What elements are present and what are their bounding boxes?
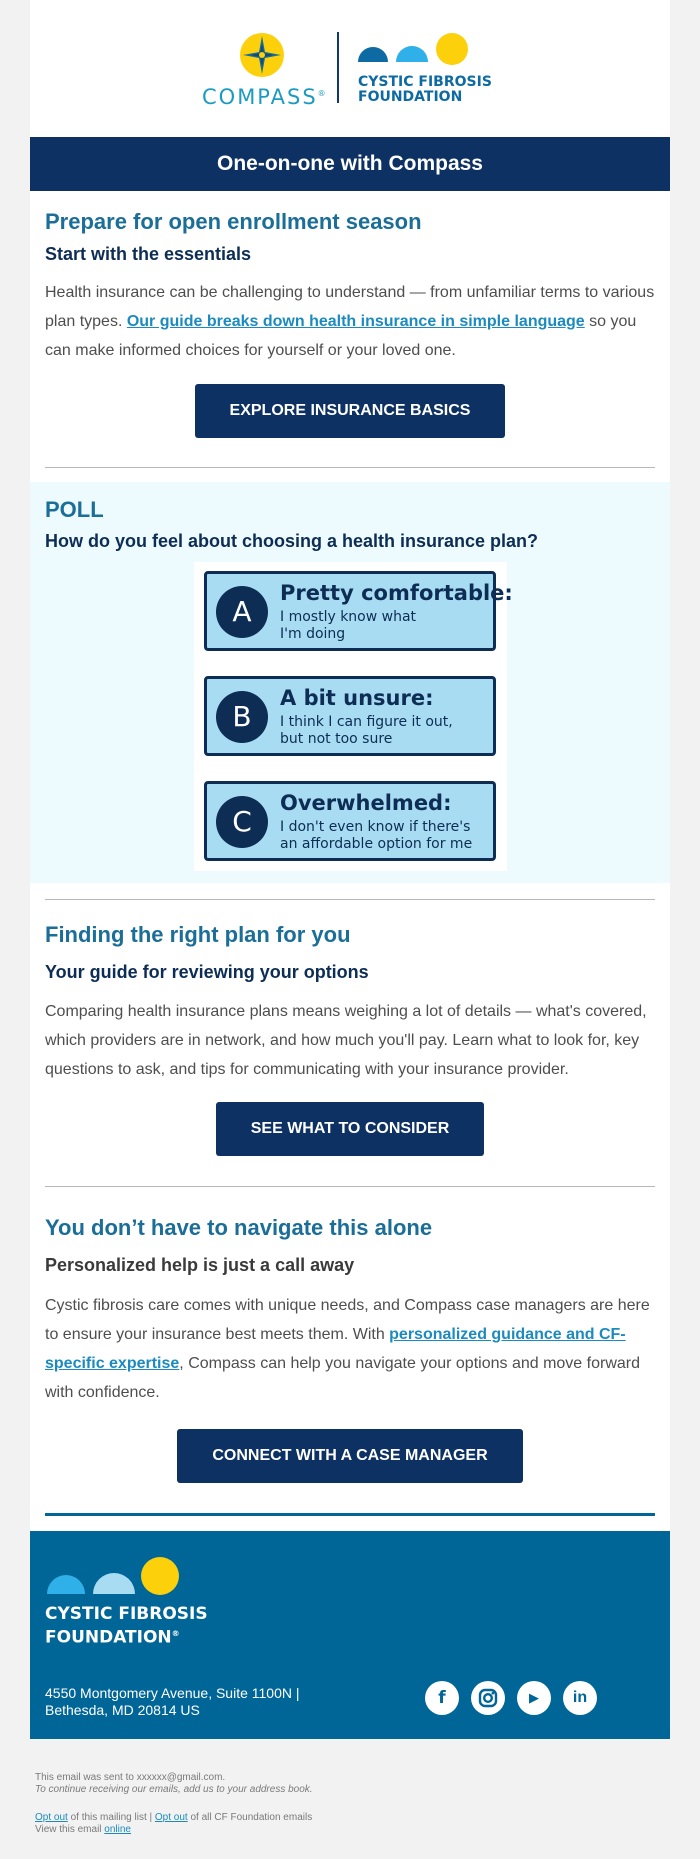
footer-registered-mark: ® [171,1629,180,1638]
email-header [30,0,670,137]
poll-question: How do you feel about choosing a health insurance plan? [45,531,539,551]
footer-cff-line1: CYSTIC FIBROSIS [45,1604,208,1624]
opt-out-all-link[interactable]: Opt out [154,1812,188,1823]
option-line2: I'm doing [280,626,346,642]
footer-cff-logo[interactable] [45,1556,208,1648]
address-line2: Bethesda, MD 20814 US [45,1702,200,1718]
case-manager-text-after: , Compass can help you navigate your options and move forward with confidence. [45,1355,640,1401]
sent-to-notice: This email was sent to xxxxxx@gmail.com. [35,1772,226,1783]
footer-cff-circles-icon [45,1556,181,1596]
email-footer [30,1531,670,1739]
case-manager-title: You don’t have to navigate this alone [45,1215,433,1240]
enrollment-title: Prepare for open enrollment season [45,209,422,234]
option-description [280,714,492,748]
plan-title: Finding the right plan for you [45,922,351,947]
poll-options [194,562,513,871]
cff-circles-icon [358,32,470,66]
enrollment-text-before: Health insurance can be challenging to understand — from unfamiliar terms to various plan types. [45,284,655,330]
view-online-line [35,1824,655,1836]
option-letter: C [216,796,268,848]
option-letter: A [216,586,268,638]
plan-body: Comparing health insurance plans means weighing a lot of details — what's covered, which providers are in network, and how much you'll pay. Learn what to look for, key questions to ask, and tips for communicating with your insurance provider. [45,1003,647,1078]
option-line1: I mostly know what [280,609,417,625]
opt-out-all-text: of all CF Foundation emails [187,1812,313,1823]
personalized-guidance-link[interactable]: personalized guidance and CF-specific expertise [45,1326,626,1372]
opt-out-list-text: of this mailing list | [67,1812,155,1823]
footer-cff-line2: FOUNDATION [45,1627,172,1648]
option-letter: B [216,691,268,743]
youtube-icon[interactable]: ▶ [517,1681,551,1715]
compass-logo[interactable] [202,32,328,109]
enrollment-section [30,191,670,467]
poll-option-b[interactable] [204,676,496,756]
address-line1: 4550 Montgomery Avenue, Suite 1100N | [45,1685,300,1701]
option-line2: an affordable option for me [280,836,473,852]
case-manager-body [45,1291,655,1407]
poll-label: POLL [45,497,104,522]
connect-case-manager-button[interactable]: CONNECT WITH A CASE MANAGER [177,1429,523,1483]
enrollment-subtitle: Start with the essentials [45,244,252,264]
insurance-guide-link[interactable]: Our guide breaks down health insurance in simple language [126,313,585,330]
view-online-link[interactable]: online [104,1824,131,1835]
opt-out-list-link[interactable]: Opt out [35,1812,68,1823]
option-line2: but not too sure [280,731,393,747]
option-description [280,819,492,853]
compass-wordmark: COMPASS [202,85,318,109]
case-manager-subtitle: Personalized help is just a call away [45,1255,355,1275]
cff-logo[interactable] [358,32,498,105]
address-book-notice: To continue receiving our emails, add us to your address book. [35,1784,313,1795]
enrollment-text-after: so you can make informed choices for yourself or your loved one. [45,313,637,359]
enrollment-body [45,278,655,365]
poll-section [30,482,670,883]
poll-option-c[interactable] [204,781,496,861]
legal-footer [35,1772,655,1836]
option-line1: I think I can figure it out, [280,714,453,730]
view-online-text: View this email [35,1824,105,1835]
linkedin-icon[interactable]: in [563,1681,597,1715]
option-line1: I don't even know if there's [280,819,471,835]
see-what-to-consider-button[interactable]: SEE WHAT TO CONSIDER [216,1102,484,1156]
logo-divider [337,32,339,103]
option-title: Overwhelmed: [280,791,452,815]
option-title: Pretty comfortable: [280,581,513,605]
case-manager-text-before: Cystic fibrosis care comes with unique needs, and Compass case managers are here to ensure your insurance best meets them. With [45,1297,650,1343]
email-container [30,0,670,1739]
instagram-glyph [471,1681,505,1715]
footer-address [45,1685,300,1719]
banner-title: One-on-one with Compass [30,137,670,191]
registered-mark: ® [317,89,328,98]
option-title: A bit unsure: [280,686,434,710]
opt-out-line [35,1812,655,1824]
facebook-icon[interactable]: f [425,1681,459,1715]
cff-name-line1: CYSTIC FIBROSIS [358,74,492,90]
option-description [280,609,492,643]
instagram-icon[interactable] [471,1681,505,1715]
plan-section [30,900,670,1186]
cff-name-line2: FOUNDATION [358,89,463,105]
poll-option-a[interactable] [204,571,513,651]
case-manager-section [30,1187,670,1513]
compass-star-icon [239,32,285,78]
plan-subtitle: Your guide for reviewing your options [45,962,369,982]
explore-insurance-button[interactable]: EXPLORE INSURANCE BASICS [195,384,505,438]
